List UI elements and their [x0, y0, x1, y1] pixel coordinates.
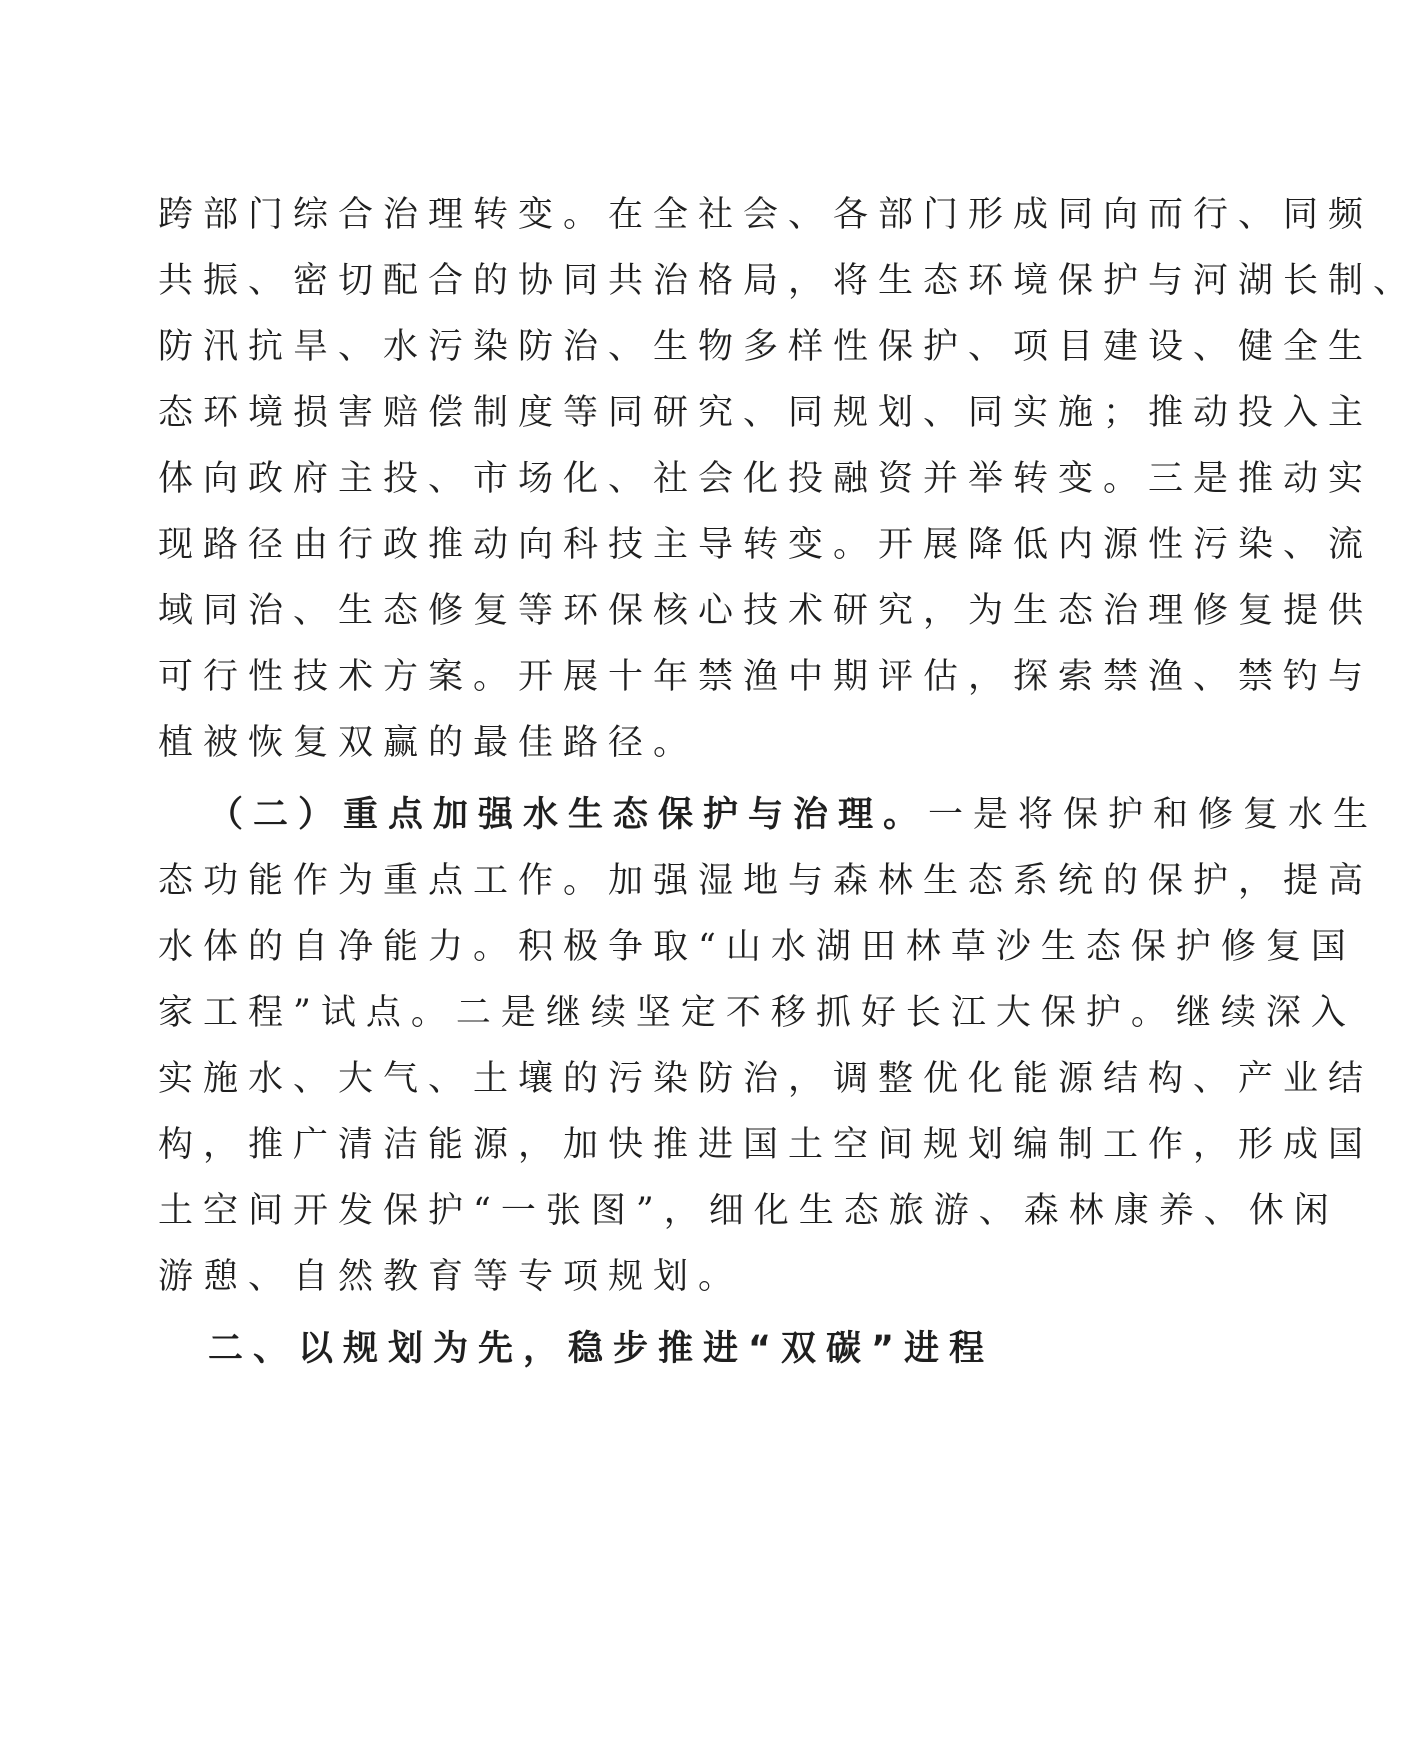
paragraph-line: 共振、密切配合的协同共治格局，将生态环境保护与河湖长制、	[158, 261, 1418, 301]
paragraph-line: 防汛抗旱、水污染防治、生物多样性保护、项目建设、健全生	[158, 327, 1374, 367]
paragraph-line: 跨部门综合治理转变。在全社会、各部门形成同向而行、同频	[158, 195, 1374, 235]
paragraph-line: 构，推广清洁能源，加快推进国土空间规划编制工作，形成国	[158, 1125, 1374, 1165]
paragraph-line: 态功能作为重点工作。加强湿地与森林生态系统的保护，提高	[158, 861, 1374, 901]
paragraph-line: 实施水、大气、土壤的污染防治，调整优化能源结构、产业结	[158, 1059, 1374, 1099]
paragraph-2	[158, 782, 1379, 1310]
subsection-heading: （二）重点加强水生态保护与治理。	[208, 795, 929, 835]
paragraph-line: 植被恢复双赢的最佳路径。	[158, 723, 699, 763]
paragraph-line: 家工程”试点。二是继续坚定不移抓好长江大保护。继续深入	[158, 993, 1356, 1033]
paragraph-line: 可行性技术方案。开展十年禁渔中期评估，探索禁渔、禁钓与	[158, 657, 1374, 697]
paragraph-line: 土空间开发保护“一张图”，细化生态旅游、森林康养、休闲	[158, 1191, 1339, 1231]
paragraph-line-rest: 一是将保护和修复水生	[928, 795, 1379, 835]
paragraph-line: 游憩、自然教育等专项规划。	[158, 1257, 744, 1297]
paragraph-line: 水体的自净能力。积极争取“山水湖田林草沙生态保护修复国	[158, 927, 1356, 967]
paragraph-1	[158, 182, 1418, 776]
paragraph-line: 体向政府主投、市场化、社会化投融资并举转变。三是推动实	[158, 459, 1374, 499]
section-heading	[208, 1316, 1148, 1382]
paragraph-first-line	[158, 782, 1379, 848]
section-heading-text: 二、以规划为先，稳步推进“双碳”进程	[208, 1329, 995, 1369]
paragraph-line: 现路径由行政推动向科技主导转变。开展降低内源性污染、流	[158, 525, 1374, 565]
paragraph-line: 态环境损害赔偿制度等同研究、同规划、同实施；推动投入主	[158, 393, 1374, 433]
paragraph-line: 域同治、生态修复等环保核心技术研究，为生态治理修复提供	[158, 591, 1374, 631]
